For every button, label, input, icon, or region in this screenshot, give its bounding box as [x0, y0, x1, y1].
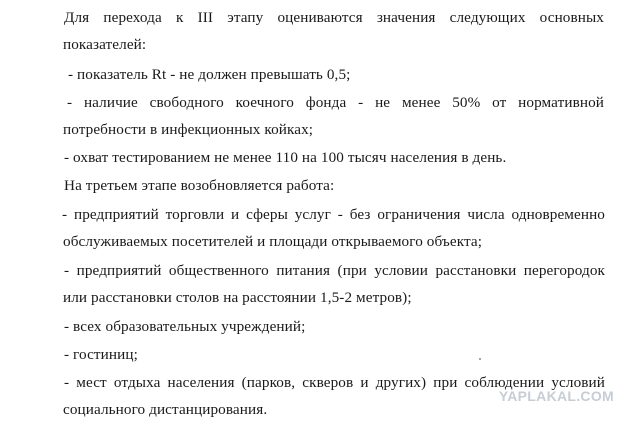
list-item-beds-line-1: - наличие свободного коечного фонда - не менее 50% от нормативной — [67, 94, 604, 111]
scan-speck — [479, 358, 481, 360]
list-item-beds-line-2: потребности в инфекционных койках; — [63, 121, 314, 138]
list-item-rt: - показатель Rt - не должен превышать 0,5; — [68, 66, 351, 83]
list-item-recreation-line-2: социального дистанцирования. — [63, 401, 268, 418]
watermark: YAPLAKAL.COM — [498, 388, 614, 404]
list-item-hotels: - гостиниц; — [64, 346, 138, 363]
list-item-catering-line-1: - предприятий общественного питания (при условии расстановки перегородок — [64, 262, 605, 279]
list-item-education: - всех образовательных учреждений; — [64, 318, 306, 335]
paragraph-intro-line-1: Для перехода к III этапу оцениваются значения следующих основных — [64, 9, 604, 26]
paragraph-intro-line-2: показателей: — [63, 36, 147, 53]
list-item-trade-line-1: - предприятий торговли и сферы услуг - без ограничения числа одновременно — [62, 206, 605, 223]
list-item-trade-line-2: обслуживаемых посетителей и площади открываемого объекта; — [63, 233, 483, 250]
list-item-catering-line-2: или расстановки столов на расстоянии 1,5-2 метров); — [63, 289, 412, 306]
list-item-testing: - охват тестированием не менее 110 на 100 тысяч населения в день. — [64, 149, 507, 166]
paragraph-stage-three: На третьем этапе возобновляется работа: — [64, 177, 335, 194]
list-item-recreation-line-1: - мест отдыха населения (парков, скверов и других) при соблюдении условий — [64, 374, 605, 391]
